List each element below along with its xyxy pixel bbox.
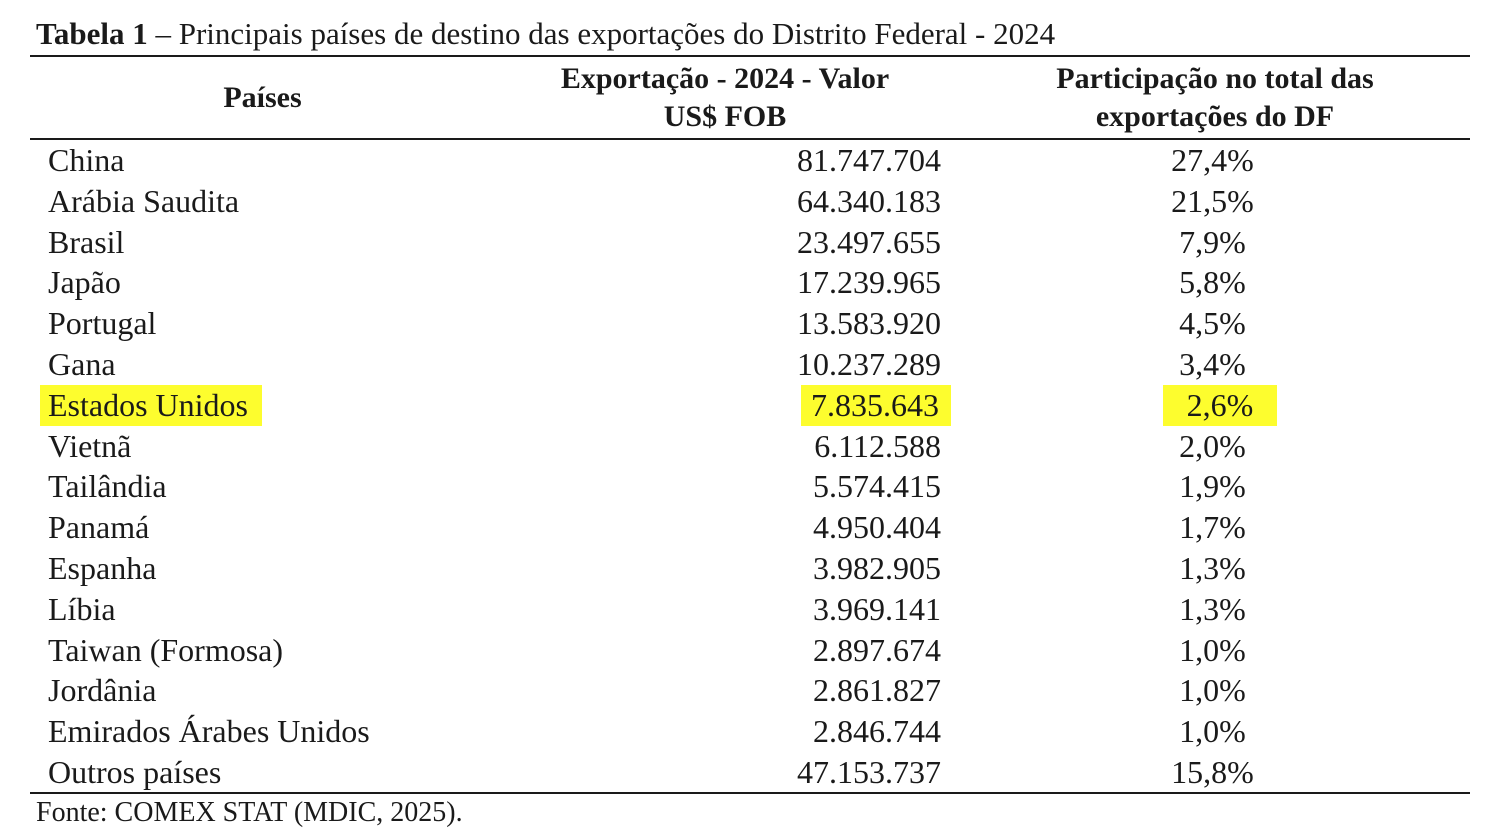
cell-share: 1,0% bbox=[1179, 672, 1246, 709]
cell-export-value: 64.340.183 bbox=[797, 182, 941, 219]
cell-share: 15,8% bbox=[1171, 753, 1254, 790]
cell-share: 1,7% bbox=[1179, 509, 1246, 546]
cell-country: Tailândia bbox=[48, 468, 167, 505]
table-row bbox=[0, 589, 1503, 630]
cell-export-value: 3.982.905 bbox=[813, 549, 941, 586]
cell-share: 7,9% bbox=[1179, 223, 1246, 260]
caption-label: Tabela 1 bbox=[36, 16, 148, 51]
cell-share: 4,5% bbox=[1179, 305, 1246, 342]
source-note: Fonte: COMEX STAT (MDIC, 2025). bbox=[36, 797, 463, 828]
cell-export-value: 81.747.704 bbox=[797, 142, 941, 178]
cell-country: Vietnã bbox=[48, 427, 132, 464]
cell-country: Brasil bbox=[48, 223, 125, 260]
table-caption bbox=[36, 14, 1055, 54]
column-header-share bbox=[960, 58, 1470, 138]
table-row bbox=[0, 303, 1503, 344]
cell-country: Líbia bbox=[48, 590, 116, 627]
cell-export-value: 10.237.289 bbox=[797, 345, 941, 382]
cell-export-value: 47.153.737 bbox=[797, 753, 941, 790]
cell-export-value: 5.574.415 bbox=[813, 468, 941, 505]
cell-export-value: 3.969.141 bbox=[813, 590, 941, 627]
header-value-line2: US$ FOB bbox=[663, 100, 787, 133]
cell-share: 5,8% bbox=[1179, 264, 1246, 301]
cell-country: Estados Unidos bbox=[40, 385, 262, 426]
table-row bbox=[0, 670, 1503, 711]
header-share-line1: Participação no total das bbox=[1056, 62, 1374, 95]
table-row bbox=[0, 344, 1503, 385]
cell-export-value: 13.583.920 bbox=[797, 305, 941, 342]
cell-export-value: 2.897.674 bbox=[813, 631, 941, 668]
table-body bbox=[0, 140, 1503, 793]
cell-share: 27,4% bbox=[1171, 142, 1254, 178]
table-row bbox=[0, 752, 1503, 793]
header-share-line2: exportações do DF bbox=[1095, 100, 1335, 133]
cell-share: 1,3% bbox=[1179, 590, 1246, 627]
table-row bbox=[0, 507, 1503, 548]
cell-country: Espanha bbox=[48, 549, 157, 586]
table-top-rule bbox=[30, 55, 1470, 57]
cell-share: 21,5% bbox=[1171, 182, 1254, 219]
cell-share: 1,9% bbox=[1179, 468, 1246, 505]
table-row bbox=[0, 181, 1503, 222]
header-value-line1: Exportação - 2024 - Valor bbox=[560, 62, 890, 95]
cell-export-value: 4.950.404 bbox=[813, 509, 941, 546]
cell-share: 2,0% bbox=[1179, 427, 1246, 464]
caption-text: – Principais países de destino das exportações do Distrito Federal - 2024 bbox=[147, 16, 1056, 51]
cell-country: Panamá bbox=[48, 509, 150, 546]
cell-country: Taiwan (Formosa) bbox=[48, 631, 284, 668]
cell-share: 1,0% bbox=[1179, 713, 1246, 750]
cell-share: 3,4% bbox=[1179, 345, 1246, 382]
table-row bbox=[0, 385, 1503, 426]
cell-export-value: 23.497.655 bbox=[797, 223, 941, 260]
cell-export-value: 2.861.827 bbox=[813, 672, 941, 709]
cell-share: 1,3% bbox=[1179, 549, 1246, 586]
cell-country: Outros países bbox=[48, 753, 222, 790]
cell-country: Jordânia bbox=[48, 672, 157, 709]
column-header-country bbox=[30, 58, 495, 138]
header-country-label: Países bbox=[223, 81, 302, 114]
column-header-value bbox=[490, 58, 960, 138]
table-row bbox=[0, 466, 1503, 507]
table-row bbox=[0, 262, 1503, 303]
cell-country: Arábia Saudita bbox=[48, 182, 240, 219]
cell-export-value: 17.239.965 bbox=[797, 264, 941, 301]
table-row bbox=[0, 630, 1503, 671]
cell-country: Portugal bbox=[48, 305, 157, 342]
table-row bbox=[0, 222, 1503, 263]
cell-country: China bbox=[48, 142, 125, 178]
table-row bbox=[0, 426, 1503, 467]
cell-country: Japão bbox=[48, 264, 121, 301]
table-row bbox=[0, 711, 1503, 752]
cell-share: 2,6% bbox=[1163, 385, 1277, 426]
table-row bbox=[0, 548, 1503, 589]
cell-export-value: 7.835.643 bbox=[801, 385, 951, 426]
cell-country: Emirados Árabes Unidos bbox=[48, 713, 370, 750]
table-row bbox=[0, 140, 1503, 181]
cell-share: 1,0% bbox=[1179, 631, 1246, 668]
cell-export-value: 6.112.588 bbox=[814, 427, 941, 464]
cell-export-value: 2.846.744 bbox=[813, 713, 941, 750]
cell-country: Gana bbox=[48, 345, 116, 382]
